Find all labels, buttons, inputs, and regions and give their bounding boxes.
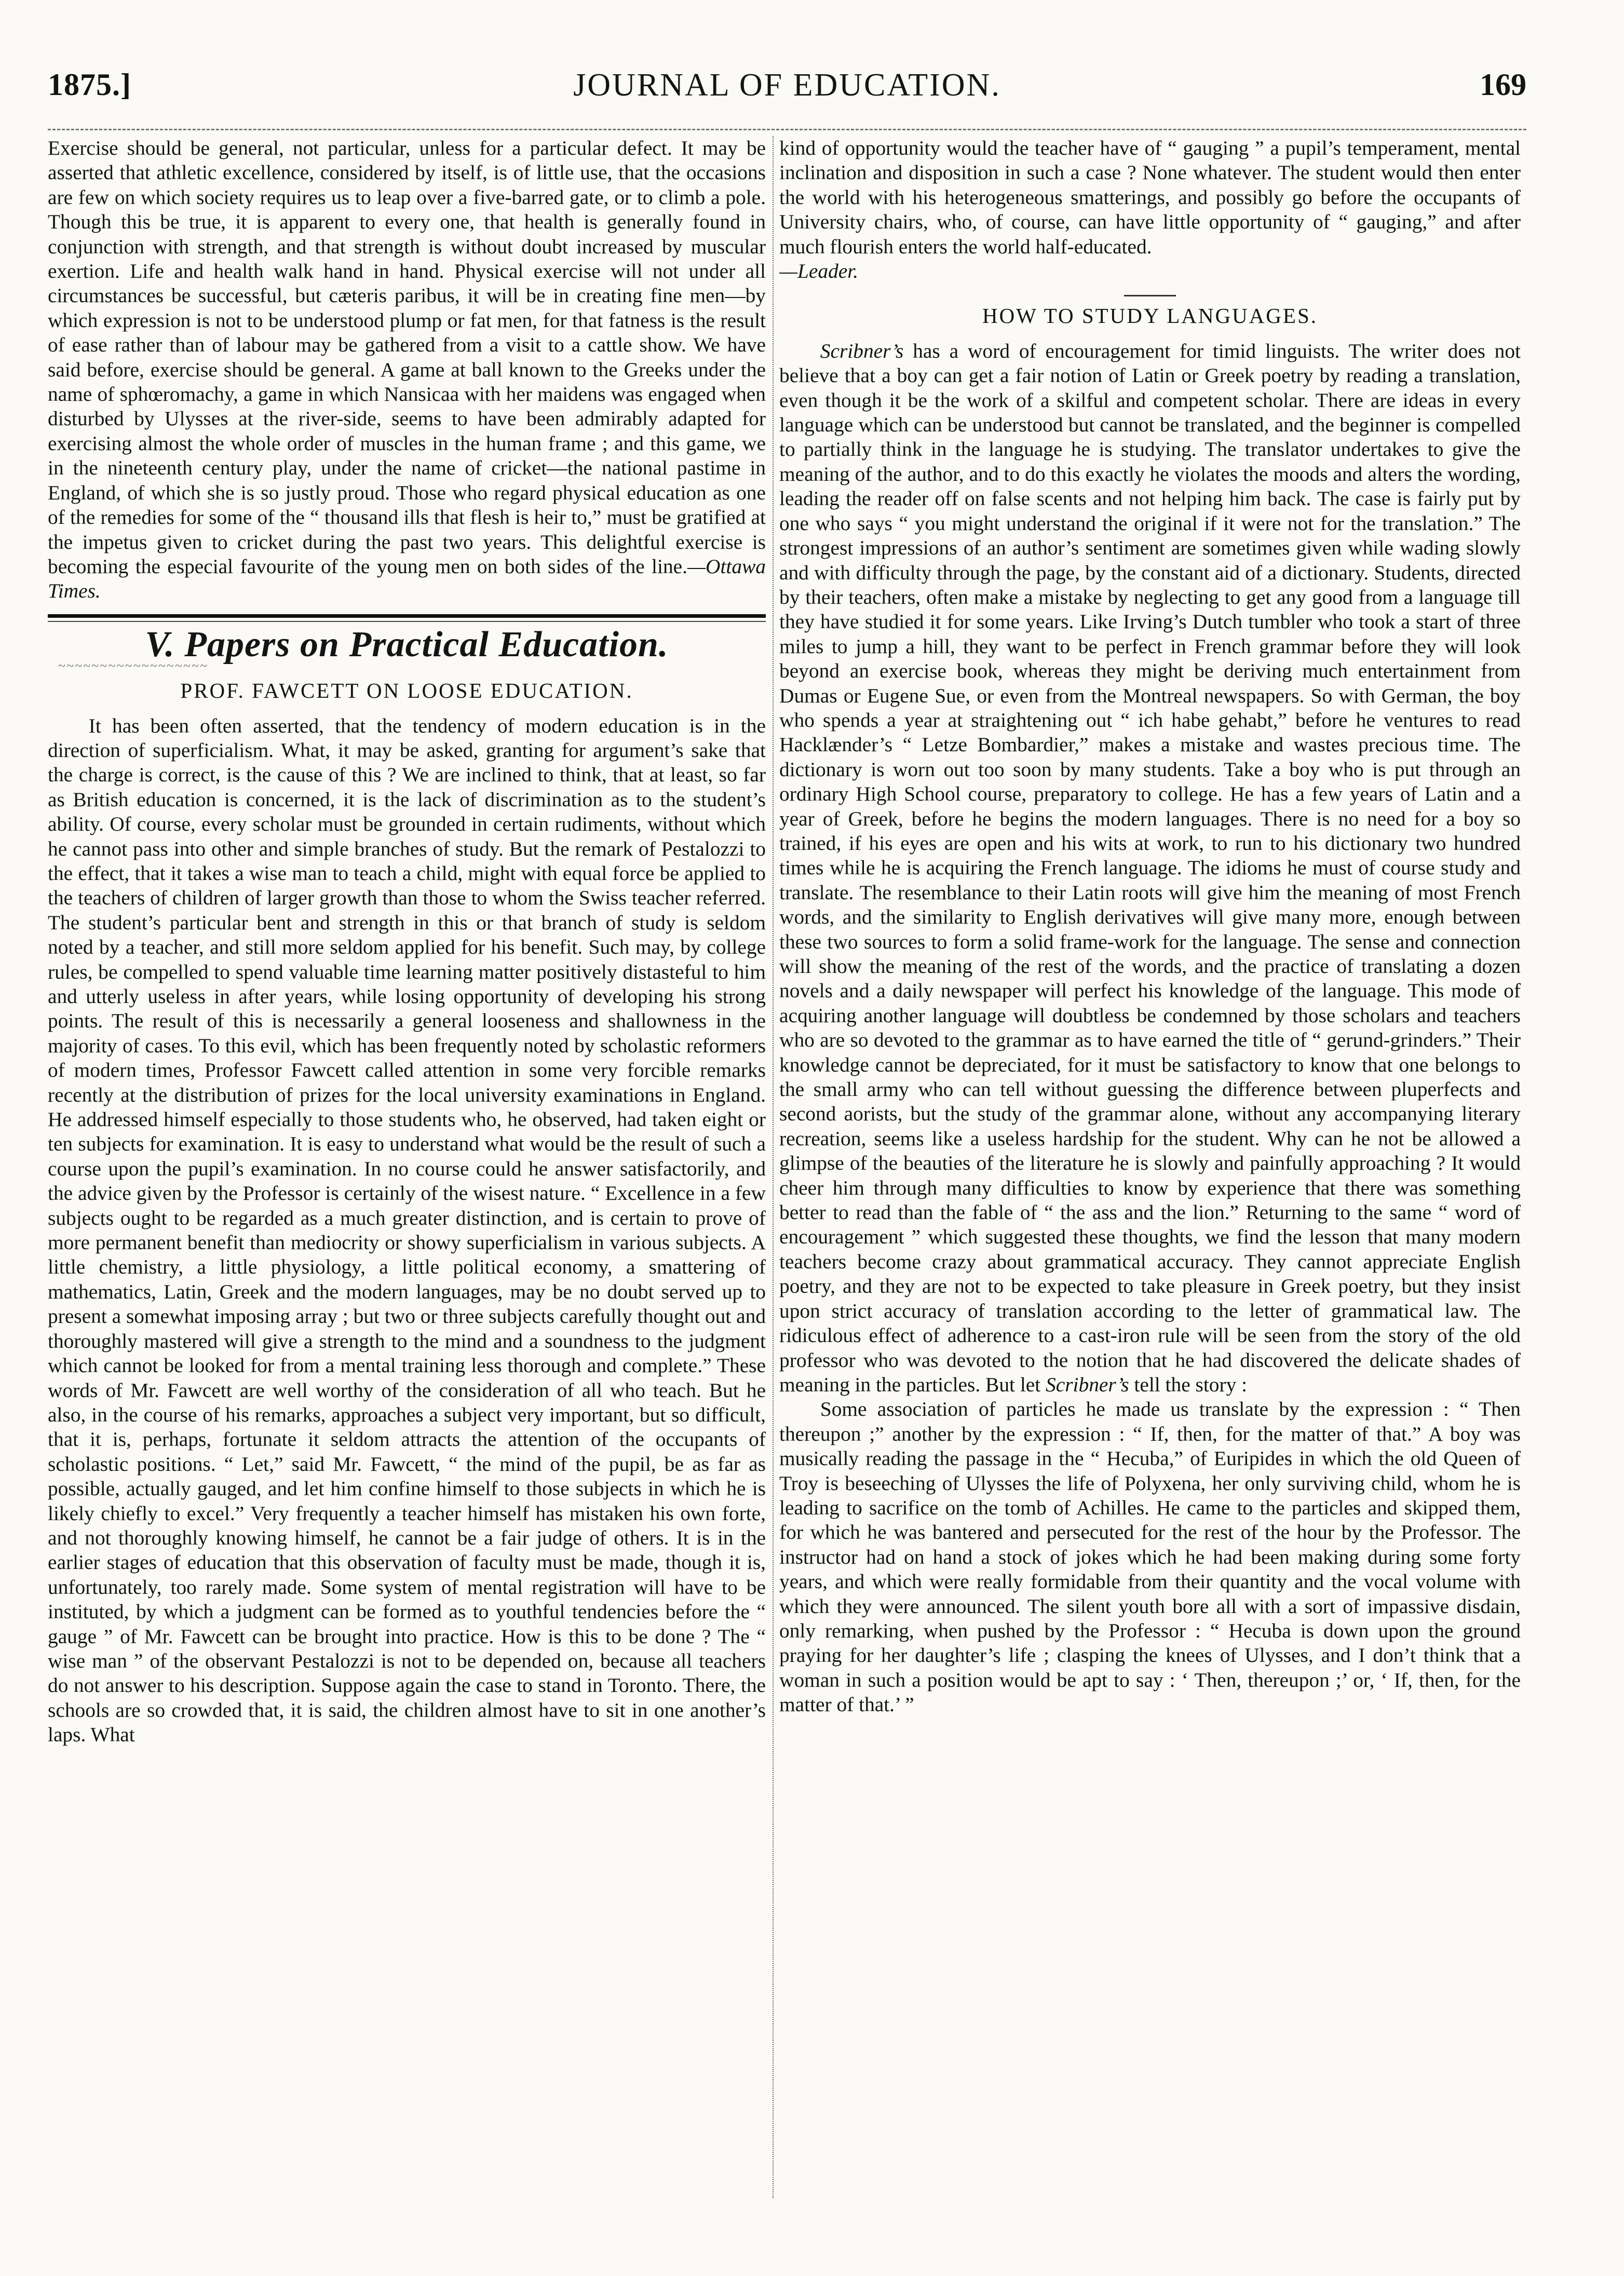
article-title-languages: HOW TO STUDY LANGUAGES. [982,304,1318,328]
section-heading: V. Papers on Practical Education. [145,624,669,665]
languages-text: has a word of encouragement for timid linguists. The writer does not believe that a boy can get a fair notion of Latin or Greek poetry by reading a translation, even though it be the work of a skilful and competent scholar. There are ideas in every language which can be understood but cannot be translated, and the beginner is compelled to partially think in the language he is studying. The translator undertakes to give the meaning of the author, and to do this exactly he violates the moods and alters the wording, leading the reader off on false scents and not helping him back. The case is fairly put by one who says “ you might understand the original if it were not for the translation.” The strongest impressions of an author’s sentiment are sometimes given while wading slowly and with difficulty through the page, by the constant aid of a dictionary. Students, directed by their teachers, often make a mistake by neglecting to get any good from a language till they have studied it for some years. Like Irving’s Dutch tumbler who took a start of three miles to jump a hill, they want to be perfect in French grammar before they will look beyond an exercise book, whereas they might be deriving much entertainment from Dumas or Eugene Sue, or even from the Montreal newspapers. So with German, the boy who spends a year at straightening out “ ich habe gehabt,” before he ventures to read Hacklænder’s “ Letze Bombardier,” makes a mistake and wastes precious time. The dictionary is worn out too soon by many students. Take a boy who is put through an ordinary High School course, preparatory to college. He has a few years of Latin and a year of Greek, before he begins the modern languages. There is no need for a boy so trained, if his eyes are open and his wits at work, to run to his dictionary two hundred times while he is acquiring the French language. The idioms he must of course study and translate. The resemblance to their Latin roots will give him the meaning of most French words, and the similarity to English derivatives will give many more, enough between these two sources to form a solid frame-work for the language. The sense and connection will show the meaning of the rest of the words, and the practice of translating a dozen novels and a daily newspaper will perfect his knowledge of the language. This mode of acquiring another language will doubtless be condemned by those scholars and teachers who are so devoted to the grammar as to have earned the title of “ gerund-grinders.” Their knowledge cannot be depreciated, for it must be satisfactory to know that one belongs to the small army who can tell without guessing the difference between pluperfects and second aorists, but the study of the grammar alone, without any accompanying literary recreation, seems like a useless hardship for the student. Why can he not be allowed a glimpse of the beauties of the literature he is slowly and painfully approaching ? It would cheer him through many difficulties to know by experience that there was something better to read than the fable of “ the ass and the lion.” Returning to the same “ word of encouragement ” which suggested these thoughts, we find the lesson that many modern teachers become crazy about grammatical accuracy. They cannot appreciate English poetry, and they are not to be expected to take pleasure in Greek poetry, but they insist upon strict accuracy of translation according to the letter of grammatical law. The ridiculous effect of adherence to a cast-iron rule will be seen from the story of the old professor who was devoted to the notion that he had discovered the delicate shades of meaning in the particles. But let [779,339,1521,1396]
column-divider [773,136,774,2198]
leader-source: —Leader. [779,260,859,283]
fawcett-article-body: It has been often asserted, that the tendency of modern education is in the direction of superficialism. What, it may be asked, granting for argument’s sake that the charge is correct, is the cause of this ? We are inclined to think, that at least, so far as British education is concerned, it is the lack of discrimination as to the student’s ability. Of course, every scholar must be grounded in certain rudiments, without which he cannot pass into other and simple branches of study. But the remark of Pestalozzi to the effect, that it takes a wise man to teach a child, might with equal force be applied to the teachers of children of larger growth than those to whom the Swiss teacher referred. The student’s particular bent and strength in this or that branch of study is seldom noted by a teacher, and still more seldom applied for his benefit. Such may, by college rules, be compelled to spend valuable time learning matter positively distasteful to him and utterly useless in after years, while losing opportunity of developing his strong points. The result of this is necessarily a general looseness and shallowness in the majority of cases. To this evil, which has been frequently noted by scholastic reformers of modern times, Professor Fawcett called attention in some very forcible remarks recently at the distribution of prizes for the local university examinations in England. He addressed himself especially to those students who, he observed, had taken eight or ten subjects for examination. It is easy to understand what would be the result of such a course upon the pupil’s examination. In no course could he answer satisfactorily, and the advice given by the Professor is certainly of the wisest nature. “ Excellence in a few subjects ought to be regarded as a much greater distinction, and is certain to prove of more permanent benefit than mediocrity or showy superficialism in various subjects. A little chemistry, a little physiology, a little political economy, a smattering of mathematics, Latin, Greek and the modern languages, may be no doubt served up to present a somewhat imposing array ; but two or three subjects carefully thought out and thoroughly mastered will give a strength to the mind and a soundness to the judgment which cannot be looked for from a mental training less thorough and complete.” These words of Mr. Fawcett are well worthy of the consideration of all who teach. But he also, in the course of his remarks, approaches a subject very important, but so difficult, that it is, perhaps, fortunate it seldom attracts the attention of the occupants of scholastic positions. “ Let,” said Mr. Fawcett, “ the mind of the pupil, be as far as possible, actually gauged, and let him confine himself to those subjects in which he is likely chiefly to excel.” Very frequently a teacher himself has mistaken his own forte, and not thoroughly knowing himself, he cannot be a fair judge of others. It is in the earlier stages of education that this observation of faculty must be made, though it is, unfortunately, too rarely made. Some system of mental registration will have to be instituted, by which a judgment can be formed as to youthful tendencies before the “ gauge ” of Mr. Fawcett can be brought into practice. How is this to be done ? The “ wise man ” of the observant Pestalozzi is not to be depended on, because all teachers do not answer to his description. Suppose again the case to stand in Toronto. There, the schools are so crowded that, it is said, the children almost have to sit in one another’s laps. What [48,714,766,1746]
header-year: 1875.] [48,67,131,102]
page-header [48,60,1526,117]
exercise-source: —Ottawa Times. [48,554,766,603]
languages-inline-ref: Scribner’s [1046,1373,1129,1396]
section-rule-thick [48,614,766,618]
left-column [48,136,766,2198]
section-ornament: ~~~~~~~~~~~~~~~~~~ [58,658,209,674]
languages-text-tail: tell the story : [1129,1373,1248,1396]
professor-story: Some association of particles he made us translate by the expression : “ Then thereupon ;” another by the expression : “ If, then, for the matter of that.” A boy was musically reading the passage in the “ Hecuba,” of Euripides in which the old Queen of Troy is beseeching of Ulysses the life of Polyxena, her only surviving child, whom he is leading to sacrifice on the tomb of Achilles. He came to the particles and skipped them, for which he was bantered and persecuted for the rest of the hour by the Professor. The instructor had on hand a stock of jokes which he had been making during some forty years, and which were really formidable from their quantity and the vocal volume with which they were announced. The silent youth bore all with a sort of impassive disdain, only remarking, when pushed by the Professor : “ Hecuba is down upon the ground praying for her daughter’s life ; clasping the knees of Ulysses, and I don’t think that a woman in such a position would be apt to say : ‘ Then, thereupon ;’ or, ‘ If, then, for the matter of that.’ ” [779,1398,1521,1716]
exercise-paragraph [48,136,766,604]
leader-text: kind of opportunity would the teacher have of “ gauging ” a pupil’s temperament, mental inclination and disposition in such a case ? None whatever. The student would then enter the world with his heterogeneous smatterings, and possibly go before the occupants of University chairs, who, of course, can have little opportunity of “ gauging,” and after much flourish enters the world half-educated. [779,137,1521,258]
section-rule-thin [48,621,766,622]
header-rule [48,129,1526,130]
right-column [779,136,1521,2198]
languages-article-body [779,339,1521,1397]
exercise-text: Exercise should be general, not particular, unless for a particular defect. It may be asserted that athletic excellence, considered by itself, is of little use, that the occasions are few on which society requires us to leap over a five-barred gate, or to climb a pole. Though this be true, it is apparent to every one, that health is generally found in conjunction with strength, and that strength is without doubt increased by muscular exertion. Life and health walk hand in hand. Physical exercise will not under all circumstances be successful, but cæteris paribus, it will be in creating fine men—by which expression is not to be understood plump or fat men, for that fatness is the result of ease rather than of labour may be gathered from a visit to a cattle show. We have said before, exercise should be general. A game at ball known to the Greeks under the name of sphœromachy, a game in which Nansicaa with her maidens was engaged when disturbed by Ulysses at the river-side, seems to have been admirably adapted for exercising almost the whole order of muscles in the human frame ; and this game, we in the nineteenth century play, under the name of cricket—the national pastime in England, of which she is so justly proud. Those who regard physical education as one of the remedies for some of the “ thousand ills that flesh is heir to,” must be gratified at the impetus given to cricket during the past two years. This delightful exercise is becoming the especial favourite of the young men on both sides of the line. [48,137,766,578]
languages-lead-ref: Scribner’s [820,339,904,362]
article-separator [1124,295,1176,296]
journal-title: JOURNAL OF EDUCATION. [573,67,1001,103]
page-number: 169 [1480,67,1526,102]
article-title-fawcett: PROF. FAWCETT ON LOOSE EDUCATION. [180,679,633,703]
leader-paragraph [779,136,1521,283]
